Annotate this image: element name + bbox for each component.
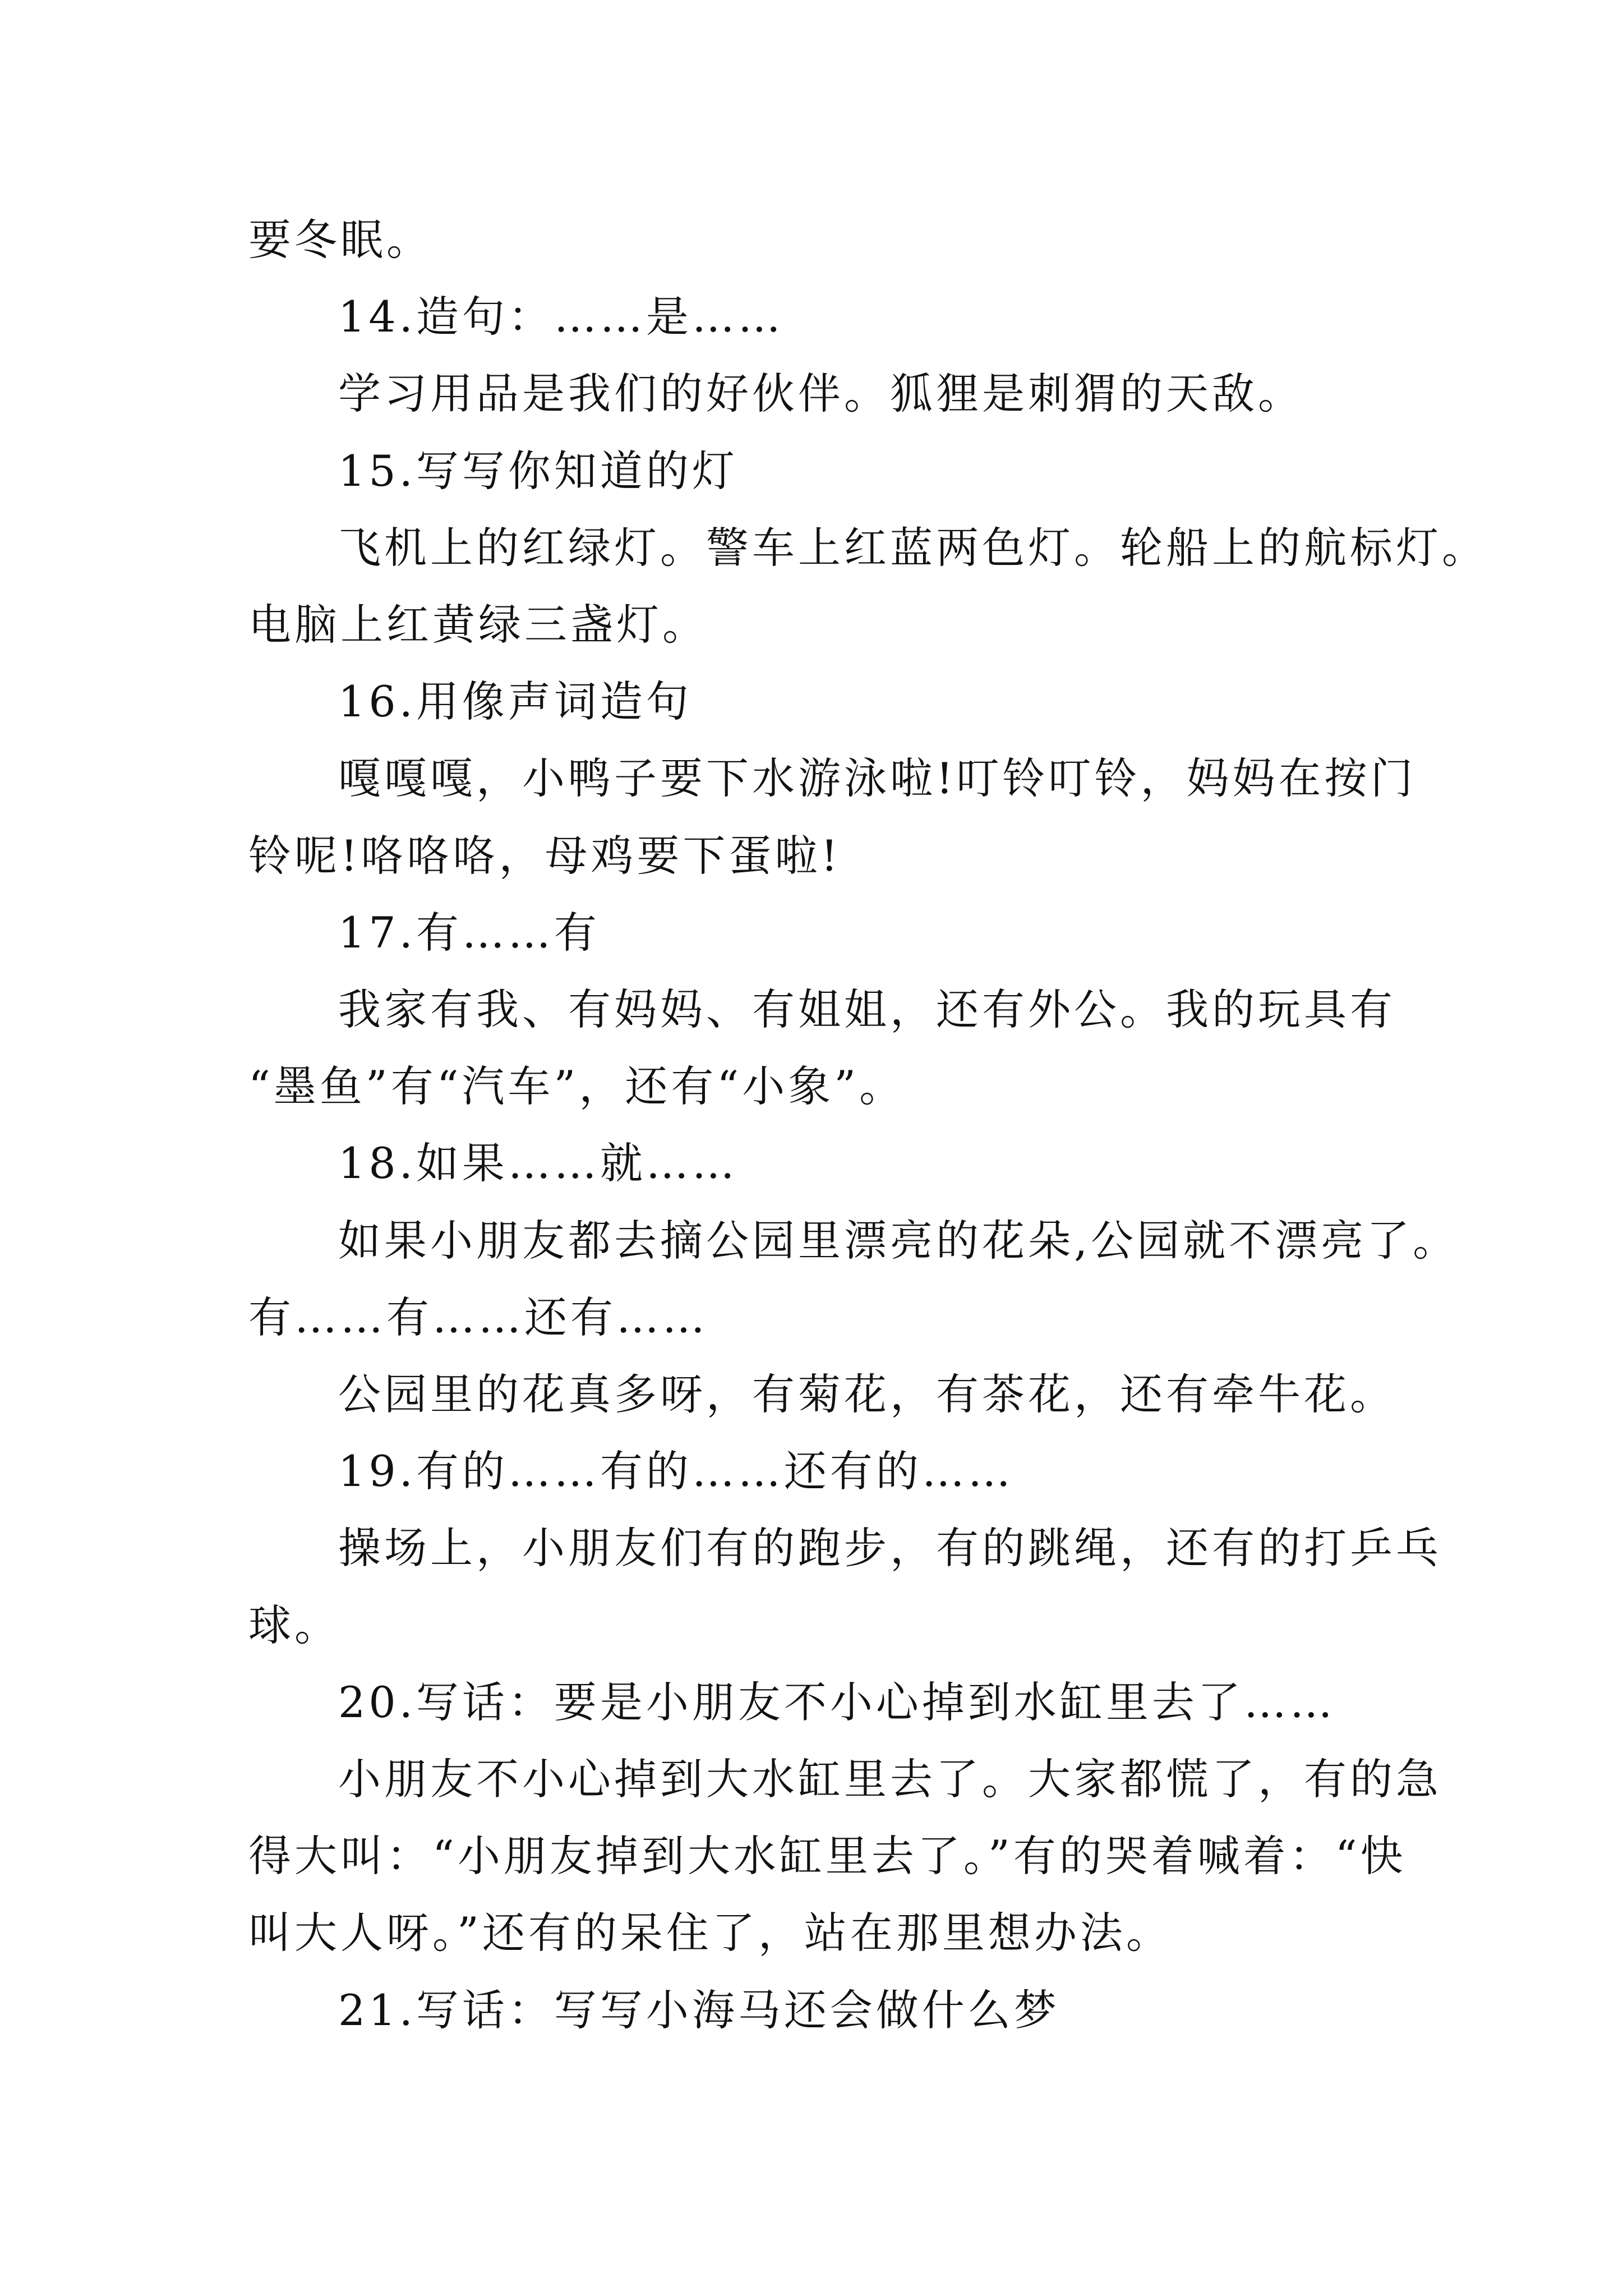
text-line: 操场上，小朋友们有的跑步，有的跳绳，还有的打乒乓 (338, 1523, 1442, 1573)
item-heading: 14.造句：……是…… (338, 292, 784, 342)
text-line: 飞机上的红绿灯。警车上红蓝两色灯。轮船上的航标灯。 (338, 523, 1488, 573)
item-heading: 16.用像声词造句 (338, 677, 692, 726)
text-line: 得大叫：“小朋友掉到大水缸里去了。”有的哭着喊着：“快 (248, 1831, 1407, 1881)
item-heading: 19.有的……有的……还有的…… (338, 1446, 1014, 1496)
text-line: 小朋友不小心掉到大水缸里去了。大家都慌了，有的急 (338, 1754, 1442, 1804)
text-line: 我家有我、有妈妈、有姐姐，还有外公。我的玩具有 (338, 984, 1396, 1034)
item-heading: 20.写话：要是小朋友不小心掉到水缸里去了…… (338, 1677, 1336, 1727)
item-heading: 17.有……有 (338, 908, 600, 958)
text-line: 铃呢!咯咯咯，母鸡要下蛋啦! (248, 831, 842, 881)
text-line: 学习用品是我们的好伙伴。狐狸是刺猬的天敌。 (338, 369, 1304, 418)
text-line: “墨鱼”有“汽车”，还有“小象”。 (248, 1061, 906, 1111)
item-heading: 21.写话：写写小海马还会做什么梦 (338, 1985, 1060, 2035)
text-line: 要冬眠。 (248, 215, 432, 265)
text-line: 公园里的花真多呀，有菊花，有茶花，还有牵牛花。 (338, 1369, 1396, 1419)
text-line: 叫大人呀。”还有的呆住了，站在那里想办法。 (248, 1908, 1172, 1958)
item-heading: 18.如果……就…… (338, 1138, 738, 1188)
text-line: 如果小朋友都去摘公园里漂亮的花朵,公园就不漂亮了。 (338, 1216, 1459, 1266)
text-line: 嘎嘎嘎，小鸭子要下水游泳啦!叮铃叮铃，妈妈在按门 (338, 753, 1417, 803)
item-heading: 15.写写你知道的灯 (338, 446, 738, 496)
text-line: 电脑上红黄绿三盏灯。 (248, 600, 708, 650)
text-line: 球。 (248, 1600, 340, 1650)
text-line: 有……有……还有…… (248, 1292, 708, 1342)
